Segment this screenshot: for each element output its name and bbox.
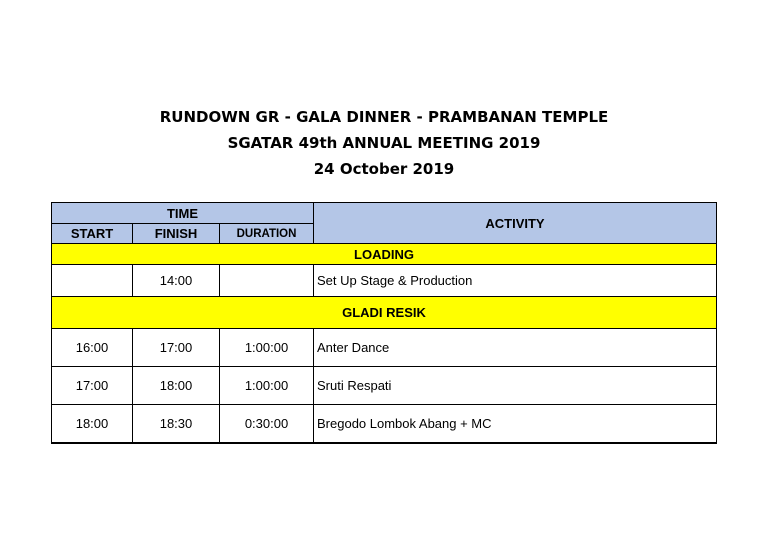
section-label: LOADING	[52, 244, 717, 265]
cell-finish: 18:30	[133, 405, 220, 444]
cell-duration: 1:00:00	[220, 367, 314, 405]
cell-finish: 18:00	[133, 367, 220, 405]
cell-finish: 17:00	[133, 329, 220, 367]
cell-duration: 1:00:00	[220, 329, 314, 367]
header-start: START	[52, 224, 133, 244]
header-activity: ACTIVITY	[314, 203, 717, 244]
title-line-3: 24 October 2019	[313, 160, 455, 178]
section-label: GLADI RESIK	[52, 297, 717, 329]
title-line-1: RUNDOWN GR - GALA DINNER - PRAMBANAN TEMPLE	[159, 108, 609, 126]
cell-duration	[220, 265, 314, 297]
table-row	[52, 405, 717, 444]
table-row	[52, 265, 717, 297]
cell-activity: Bregodo Lombok Abang + MC	[314, 405, 717, 444]
table-row	[52, 367, 717, 405]
table-row	[52, 329, 717, 367]
cell-start	[52, 265, 133, 297]
cell-start: 17:00	[52, 367, 133, 405]
header-row-1	[52, 203, 717, 224]
cell-activity: Set Up Stage & Production	[314, 265, 717, 297]
title-line-2: SGATAR 49th ANNUAL MEETING 2019	[227, 134, 541, 152]
section-row-loading	[52, 244, 717, 265]
cell-duration: 0:30:00	[220, 405, 314, 444]
document-header	[0, 104, 768, 182]
cell-start: 16:00	[52, 329, 133, 367]
section-row-gladi-resik	[52, 297, 717, 329]
header-finish: FINISH	[133, 224, 220, 244]
cell-finish: 14:00	[133, 265, 220, 297]
header-time: TIME	[52, 203, 314, 224]
rundown-table	[51, 202, 717, 444]
header-duration: DURATION	[220, 224, 314, 244]
cell-start: 18:00	[52, 405, 133, 444]
cell-activity: Anter Dance	[314, 329, 717, 367]
cell-activity: Sruti Respati	[314, 367, 717, 405]
